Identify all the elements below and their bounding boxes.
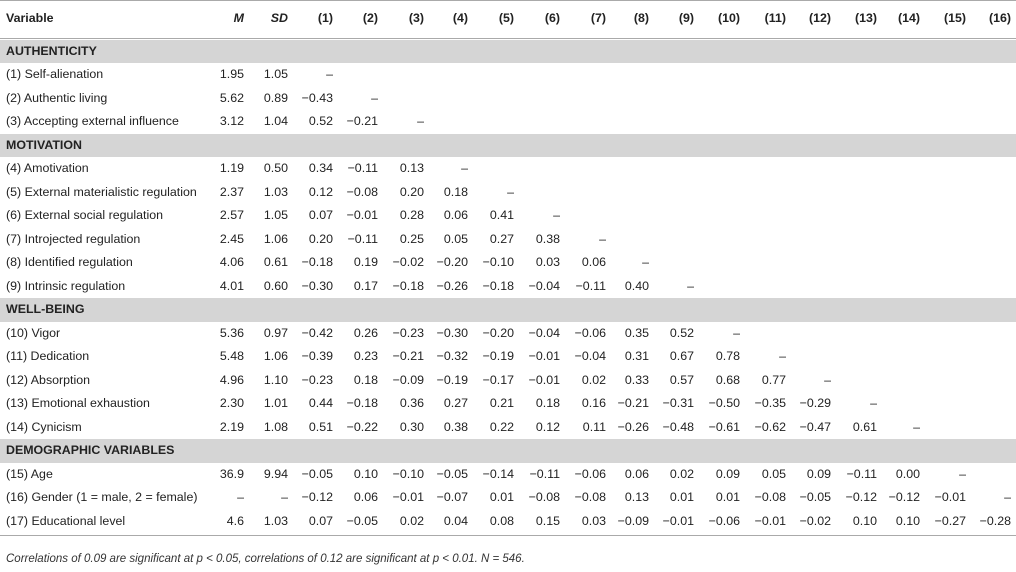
table-cell: 0.19	[353, 255, 378, 269]
table-cell: −0.14	[482, 466, 514, 481]
column-header: (14)	[897, 11, 920, 25]
table-cell: 0.07	[308, 513, 333, 528]
table-cell: −0.02	[799, 513, 831, 528]
table-cell: 4.96	[219, 372, 244, 387]
table-cell: 0.20	[399, 184, 424, 199]
table-cell: −0.21	[392, 349, 424, 363]
table-cell: −0.08	[754, 490, 786, 504]
table-footnote: Correlations of 0.09 are significant at p < 0.05, correlations of 0.12 are significant at p < 0.01. N = 546.	[6, 553, 525, 565]
table-cell: 0.77	[761, 372, 786, 387]
table-cell: 0.05	[761, 466, 786, 481]
table-cell: –	[371, 90, 378, 105]
table-cell: −0.04	[528, 325, 560, 340]
table-cell: 0.41	[489, 208, 514, 222]
table-cell: 2.30	[219, 396, 244, 410]
table-cell: −0.10	[392, 466, 424, 481]
table-cell: 0.10	[353, 466, 378, 481]
table-cell: 1.10	[263, 372, 288, 387]
table-cell: −0.11	[846, 466, 877, 481]
table-cell: −0.26	[617, 419, 649, 434]
table-row	[0, 63, 1016, 87]
row-label: (10) Vigor	[6, 325, 61, 340]
table-cell: −0.12	[301, 490, 333, 504]
table-cell: −0.06	[708, 513, 740, 528]
table-cell: 0.06	[443, 208, 468, 222]
table-cell: −0.50	[708, 396, 740, 410]
table-cell: 0.10	[895, 513, 920, 528]
table-cell: −0.02	[392, 255, 424, 269]
table-cell: 0.11	[582, 419, 606, 434]
column-header: (1)	[317, 11, 333, 25]
table-row	[0, 251, 1016, 275]
table-cell: 0.05	[443, 231, 468, 246]
table-cell: –	[779, 349, 786, 363]
table-cell: −0.05	[346, 513, 378, 528]
column-header: (16)	[988, 11, 1011, 25]
table-cell: 0.36	[399, 396, 424, 410]
table-cell: 0.31	[624, 349, 649, 363]
table-cell: 0.28	[399, 208, 424, 222]
column-header: (5)	[498, 11, 514, 25]
table-row	[0, 463, 1016, 487]
table-cell: −0.20	[436, 255, 468, 269]
table-cell: −0.01	[662, 513, 694, 528]
row-label: (14) Cynicism	[6, 419, 82, 434]
table-cell: 1.05	[263, 208, 288, 222]
table-cell: 0.01	[715, 490, 740, 504]
table-row	[0, 510, 1016, 534]
table-cell: 1.19	[219, 161, 244, 175]
table-cell: 0.30	[399, 419, 424, 434]
table-cell: −0.20	[482, 325, 514, 340]
table-cell: −0.43	[301, 90, 333, 105]
table-cell: 0.25	[399, 231, 424, 246]
column-header: (11)	[764, 11, 786, 25]
table-cell: −0.08	[346, 184, 378, 199]
table-cell: 0.34	[308, 161, 333, 175]
table-cell: 0.89	[263, 90, 288, 105]
table-cell: 0.12	[308, 184, 333, 199]
row-label: (5) External materialistic regulation	[6, 184, 197, 199]
table-header	[0, 7, 1016, 31]
row-label: (12) Absorption	[6, 372, 91, 387]
table-cell: –	[642, 255, 649, 269]
table-cell: −0.19	[482, 349, 514, 363]
table-cell: −0.23	[392, 325, 424, 340]
column-header: (13)	[854, 11, 877, 25]
table-cell: 1.95	[219, 67, 244, 81]
table-cell: 4.01	[219, 278, 244, 293]
table-cell: 0.01	[489, 490, 514, 504]
table-cell: 0.51	[308, 419, 333, 434]
table-cell: 1.08	[263, 419, 288, 434]
section-header	[0, 298, 1016, 322]
table-cell: −0.29	[799, 396, 831, 410]
table-cell: 0.60	[263, 278, 288, 293]
table-cell: 0.68	[715, 372, 740, 387]
column-header: (2)	[362, 11, 378, 25]
table-cell: −0.48	[662, 419, 694, 434]
table-cell: 0.52	[308, 114, 333, 128]
table-cell: −0.61	[708, 419, 740, 434]
table-cell: −0.10	[482, 255, 514, 269]
section-title: WELL-BEING	[6, 302, 85, 316]
table-cell: 2.37	[219, 184, 244, 199]
table-cell: 1.03	[263, 513, 288, 528]
row-label: (15) Age	[6, 466, 53, 481]
section-header	[0, 134, 1016, 158]
table-cell: 0.18	[535, 396, 560, 410]
table-cell: 1.05	[263, 67, 288, 81]
row-label: (13) Emotional exhaustion	[6, 396, 150, 410]
table-cell: −0.17	[482, 372, 514, 387]
table-cell: 5.48	[219, 349, 244, 363]
table-cell: 0.01	[669, 490, 694, 504]
column-header: (15)	[943, 11, 966, 25]
table-cell: 0.40	[624, 278, 649, 293]
table-cell: 0.07	[308, 208, 333, 222]
table-cell: 0.27	[489, 231, 514, 246]
column-header: SD	[270, 11, 288, 25]
table-cell: −0.18	[301, 255, 333, 269]
table-row	[0, 181, 1016, 205]
row-label: (16) Gender (1 = male, 2 = female)	[6, 490, 198, 504]
table-cell: −0.01	[346, 208, 378, 222]
table-cell: −0.01	[934, 490, 966, 504]
table-cell: −0.30	[436, 325, 468, 340]
table-cell: −0.11	[347, 161, 378, 175]
table-cell: 0.78	[715, 349, 740, 363]
table-top-rule	[0, 0, 1016, 1]
table-cell: −0.12	[845, 490, 877, 504]
table-cell: −0.47	[799, 419, 831, 434]
table-cell: 0.08	[489, 513, 514, 528]
table-cell: 0.22	[489, 419, 514, 434]
table-cell: –	[507, 184, 514, 199]
table-cell: 0.21	[489, 396, 514, 410]
table-cell: −0.21	[617, 396, 649, 410]
table-cell: −0.26	[436, 278, 468, 293]
table-cell: 2.57	[219, 208, 244, 222]
table-cell: 0.16	[581, 396, 606, 410]
table-rule	[0, 535, 1016, 536]
table-row	[0, 486, 1016, 510]
table-cell: 1.06	[263, 349, 288, 363]
table-cell: –	[417, 114, 424, 128]
table-cell: 0.18	[443, 184, 468, 199]
table-cell: 0.26	[353, 325, 378, 340]
table-rule	[0, 38, 1016, 39]
column-header: M	[233, 11, 244, 25]
table-cell: 0.10	[852, 513, 877, 528]
table-cell: 0.02	[399, 513, 424, 528]
table-cell: −0.32	[436, 349, 468, 363]
table-cell: 2.19	[219, 419, 244, 434]
table-cell: 1.03	[263, 184, 288, 199]
column-header: (7)	[590, 11, 606, 25]
table-cell: 0.09	[715, 466, 740, 481]
row-label: (3) Accepting external influence	[6, 114, 179, 128]
table-row	[0, 392, 1016, 416]
column-header: (12)	[808, 11, 831, 25]
table-cell: 0.17	[353, 278, 378, 293]
table-cell: –	[599, 231, 606, 246]
table-cell: −0.11	[529, 466, 560, 481]
column-header: (9)	[678, 11, 694, 25]
row-label: (4) Amotivation	[6, 161, 89, 175]
table-cell: 0.06	[353, 490, 378, 504]
table-row	[0, 157, 1016, 181]
table-cell: −0.18	[346, 396, 378, 410]
table-cell: 0.03	[581, 513, 606, 528]
table-cell: 0.15	[535, 513, 560, 528]
column-header: (6)	[544, 11, 560, 25]
table-cell: 0.67	[669, 349, 694, 363]
table-cell: −0.28	[979, 513, 1011, 528]
table-cell: 0.13	[399, 161, 424, 175]
table-cell: −0.01	[754, 513, 786, 528]
table-cell: 0.06	[624, 466, 649, 481]
table-cell: −0.05	[436, 466, 468, 481]
table-cell: −0.08	[574, 490, 606, 504]
table-row	[0, 275, 1016, 299]
table-cell: −0.42	[301, 325, 333, 340]
table-cell: 36.9	[219, 466, 244, 481]
table-cell: 0.20	[308, 231, 333, 246]
table-cell: 0.06	[581, 255, 606, 269]
table-cell: −0.11	[347, 231, 378, 246]
table-cell: −0.09	[617, 513, 649, 528]
table-cell: 0.38	[443, 419, 468, 434]
table-cell: 0.57	[669, 372, 694, 387]
table-cell: –	[959, 466, 966, 481]
table-cell: −0.01	[528, 349, 560, 363]
table-row	[0, 369, 1016, 393]
table-cell: –	[687, 278, 694, 293]
table-cell: −0.30	[301, 278, 333, 293]
table-row	[0, 322, 1016, 346]
table-cell: 5.62	[219, 90, 244, 105]
column-header: (3)	[408, 11, 424, 25]
section-title: MOTIVATION	[6, 137, 82, 152]
table-cell: −0.04	[528, 278, 560, 293]
table-cell: 0.18	[353, 372, 378, 387]
table-cell: −0.39	[301, 349, 333, 363]
section-header	[0, 439, 1016, 463]
table-cell: –	[733, 325, 740, 340]
table-row	[0, 204, 1016, 228]
table-cell: 0.04	[443, 513, 468, 528]
section-title: AUTHENTICITY	[6, 43, 97, 58]
table-cell: −0.19	[436, 372, 468, 387]
table-cell: 0.38	[535, 231, 560, 246]
table-cell: 0.97	[263, 325, 288, 340]
table-cell: 0.44	[308, 396, 333, 410]
table-cell: 9.94	[263, 466, 288, 481]
table-cell: 1.06	[263, 231, 288, 246]
table-cell: −0.01	[528, 372, 560, 387]
column-header: (10)	[717, 11, 740, 25]
table-cell: 0.23	[353, 349, 378, 363]
table-cell: −0.01	[392, 490, 424, 504]
column-header: (4)	[452, 11, 468, 25]
table-cell: 0.12	[535, 419, 560, 434]
table-cell: −0.31	[662, 396, 694, 410]
table-cell: −0.18	[482, 278, 514, 293]
table-cell: −0.04	[574, 349, 606, 363]
table-cell: 0.00	[895, 466, 920, 481]
table-cell: −0.23	[301, 372, 333, 387]
table-cell: 5.36	[219, 325, 244, 340]
table-cell: −0.08	[528, 490, 560, 504]
table-cell: −0.09	[392, 372, 424, 387]
table-cell: –	[553, 208, 560, 222]
row-label: (2) Authentic living	[6, 90, 108, 105]
table-cell: 4.6	[226, 513, 244, 528]
table-cell: 0.61	[852, 419, 877, 434]
row-label: (8) Identified regulation	[6, 255, 133, 269]
table-cell: −0.06	[574, 325, 606, 340]
table-cell: –	[913, 419, 920, 434]
table-row	[0, 228, 1016, 252]
section-header	[0, 40, 1016, 64]
table-cell: 0.33	[624, 372, 649, 387]
table-cell: −0.21	[346, 114, 378, 128]
table-cell: −0.62	[754, 419, 786, 434]
table-cell: −0.27	[934, 513, 966, 528]
table-cell: –	[326, 67, 333, 81]
column-header: (8)	[633, 11, 649, 25]
table-cell: –	[461, 161, 468, 175]
row-label: (7) Introjected regulation	[6, 231, 141, 246]
table-cell: 0.35	[624, 325, 649, 340]
table-cell: 0.13	[624, 490, 649, 504]
table-row	[0, 345, 1016, 369]
table-cell: −0.18	[392, 278, 424, 293]
table-cell: −0.07	[436, 490, 468, 504]
table-cell: −0.22	[346, 419, 378, 434]
row-label: (6) External social regulation	[6, 208, 164, 222]
row-label: (9) Intrinsic regulation	[6, 278, 126, 293]
table-cell: 0.03	[535, 255, 560, 269]
row-label: (17) Educational level	[6, 513, 126, 528]
table-cell: 0.61	[263, 255, 288, 269]
table-cell: 3.12	[219, 114, 244, 128]
table-row	[0, 416, 1016, 440]
table-cell: 1.01	[263, 396, 288, 410]
table-cell: −0.05	[301, 466, 333, 481]
table-cell: –	[870, 396, 877, 410]
table-cell: −0.35	[754, 396, 786, 410]
row-label: (11) Dedication	[6, 349, 90, 363]
table-cell: 0.50	[263, 161, 288, 175]
table-cell: −0.12	[888, 490, 920, 504]
table-cell: 2.45	[219, 231, 244, 246]
table-cell: 1.04	[263, 114, 288, 128]
section-title: DEMOGRAPHIC VARIABLES	[6, 443, 175, 457]
table-cell: –	[824, 372, 831, 387]
table-cell: –	[1004, 490, 1011, 504]
table-cell: −0.06	[574, 466, 606, 481]
table-cell: −0.11	[575, 278, 606, 293]
table-row	[0, 110, 1016, 134]
table-cell: 0.52	[669, 325, 694, 340]
table-cell: –	[237, 490, 244, 504]
header-variable: Variable	[6, 11, 54, 25]
table-cell: 0.09	[806, 466, 831, 481]
table-cell: −0.05	[799, 490, 831, 504]
table-row	[0, 87, 1016, 111]
table-cell: –	[281, 490, 288, 504]
table-cell: 0.27	[443, 396, 468, 410]
table-cell: 0.02	[669, 466, 694, 481]
table-cell: 4.06	[219, 255, 244, 269]
table-cell: 0.02	[581, 372, 606, 387]
row-label: (1) Self-alienation	[6, 67, 104, 81]
